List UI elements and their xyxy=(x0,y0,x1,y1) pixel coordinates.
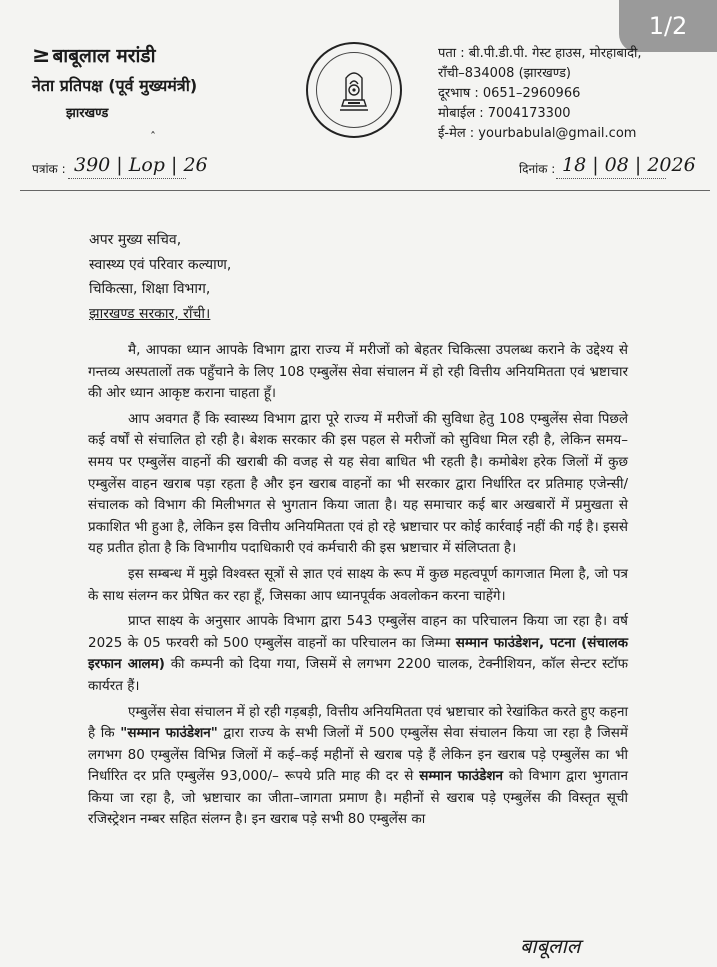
sender-name: बाबूलाल मरांडी xyxy=(52,45,156,67)
body-paragraph xyxy=(88,702,628,832)
contact-address-line: पता : बी.पी.डी.पी. गेस्ट हाउस, मोरहाबादी, xyxy=(438,46,642,61)
sender-state: झारखण्ड xyxy=(66,106,109,121)
body-paragraph: मै, आपका ध्यान आपके विभाग द्वारा राज्य में मरीजों को बेहतर चिकित्सा उपलब्ध कराने के उद्देश्य से गन्तव्य अस्पतालों तक पहुँचाने के लिए 108 एम्बुलेंस सेवा संचालन में हो रही वित्तीय अनियमितता एवं भ्रष्टाचार की ओर ध्यान आकृष्ट कराना चाहता हूँ। xyxy=(88,342,628,402)
body-paragraph: इस सम्बन्ध में मुझे विश्वस्त सूत्रों से ज्ञात एवं साक्ष्य के रूप में कुछ महत्वपूर्ण कागजात मिला है, जो पत्र के साथ संलग्न कर प्रेषित कर रहा हूँ, जिसका आप ध्यानपूर्वक अवलोकन करना चाहेंगे। xyxy=(88,565,628,604)
handwritten-signature: बाबूलाल xyxy=(520,934,581,958)
body-text-span: द्वारा राज्य के सभी जिलों में 500 एम्बुलेंस सेवा संचालन किया जा रहा है जिसमें लगभग 80 एम्बुलेंस विभिन्न जिलों में कई–कई महीनों से खराब पड़े हैं लेकिन इन खराब पड़े एम्बुलेंस का भी निर्धारित दर प्रति एम्बुलेंस 93,000/– रूपये प्रति माह की दर से xyxy=(88,725,628,785)
contact-details xyxy=(438,44,642,144)
addressee-line: अपर मुख्य सचिव, xyxy=(89,232,182,248)
body-paragraph xyxy=(88,611,628,697)
reference-label: पत्रांक : xyxy=(32,162,66,176)
state-emblem-icon xyxy=(306,42,402,138)
letter-body xyxy=(88,340,628,832)
body-text-span: प्राप्त साक्ष्य के अनुसार आपके विभाग द्वारा 543 एम्बुलेंस वाहन का परिचालन किया जा रहा है। वर्ष 2025 के 05 फरवरी को 500 एम्बुलेंस वाहनों का परिचालन का जिम्मा xyxy=(88,613,628,651)
body-text-span: की कम्पनी को दिया गया, जिसमें से लगभग 2200 चालक, टेक्नीशियन, कॉल सेन्टर स्टॉफ कार्यरत हैं। xyxy=(88,656,628,694)
foundation-name-bold: "सम्मान फाउंडेशन" xyxy=(120,725,218,742)
reference-number: 390 | Lop | 26 xyxy=(74,154,208,176)
body-text-span: एम्बुलेंस सेवा संचालन में हो रही गड़बड़ी, वित्तीय अनियमितता एवं भ्रष्टाचार को रेखांकित करते हुए कहना है कि xyxy=(88,703,628,742)
addressee-block xyxy=(89,228,231,326)
contact-city-line: राँची–834008 (झारखण्ड) xyxy=(438,66,571,81)
sender-title: नेता प्रतिपक्ष (पूर्व मुख्यमंत्री) xyxy=(32,76,198,95)
contact-email: ई-मेल : yourbabulal@gmail.com xyxy=(438,126,637,141)
foundation-name-bold: सम्मान फाउंडेशन, पटना (संचालक इरफान आलम) xyxy=(88,634,628,673)
date-value: 18 | 08 | 2026 xyxy=(562,154,696,176)
reference-underline xyxy=(68,178,186,179)
body-paragraph: आप अवगत हैं कि स्वास्थ्य विभाग द्वारा पूरे राज्य में मरीजों की सुविधा हेतु 108 एम्बुलेंस सेवा पिछले कई वर्षों से संचालित हो रही है। बेशक सरकार की इस पहल से मरीजों को सुविधा मिल रही है, लेकिन समय–समय पर एम्बुलेंस वाहनों की खराबी की वजह से यह सेवा बाधित भी रहती है। कमोबेश हरेक जिलों में कुछ एम्बुलेंस वाहन खराब पड़ा रहता है और इन खराब वाहनों का भी सरकार द्वारा निर्धारित दर प्रतिमाह एजेन्सी/संचालक को विभाग की मिलीभगत से भुगतान किया जाता है। यह समाचार कई बार अखबारों में प्रमुखता से प्रकाशित भी हुआ है, लेकिन इस वित्तीय अनियमितता एवं हो रहे भ्रष्टाचार पर कोई कार्रवाई नहीं की गई है। इससे यह प्रतीत होता है कि विभागीय पदाधिकारी एवं कर्मचारी की इस भ्रष्टाचार में संलिप्तता है। xyxy=(88,410,628,557)
foundation-name-bold: सम्मान फाउंडेशन xyxy=(419,768,503,785)
contact-phone: दूरभाष : 0651–2960966 xyxy=(438,86,581,101)
sender-block xyxy=(32,42,197,121)
page-counter: 1/2 xyxy=(619,0,717,52)
header-divider xyxy=(20,190,710,191)
body-text-span: को विभाग द्वारा भुगतान किया जा रहा है, जो भ्रष्टाचार का जीता–जागता प्रमाण है। महीनों से खराब पड़े एम्बुलेंस की विस्तृत सूची रजिस्ट्रेशन नम्बर सहित संलग्न है। इन खराब पड़े सभी 80 एम्बुलेंस का xyxy=(88,768,628,828)
addressee-line: चिकित्सा, शिक्षा विभाग, xyxy=(89,281,211,297)
sender-name-row xyxy=(32,42,197,68)
addressee-line: स्वास्थ्य एवं परिवार कल्याण, xyxy=(89,256,232,273)
date-label: दिनांक : xyxy=(519,162,556,176)
addressee-line: झारखण्ड सरकार, राँची। xyxy=(89,305,211,322)
arrow-mark-icon: ≥ xyxy=(32,42,51,68)
tick-mark: ˆ xyxy=(150,130,156,144)
date-underline xyxy=(556,178,666,179)
contact-mobile: मोबाईल : 7004173300 xyxy=(438,106,571,121)
